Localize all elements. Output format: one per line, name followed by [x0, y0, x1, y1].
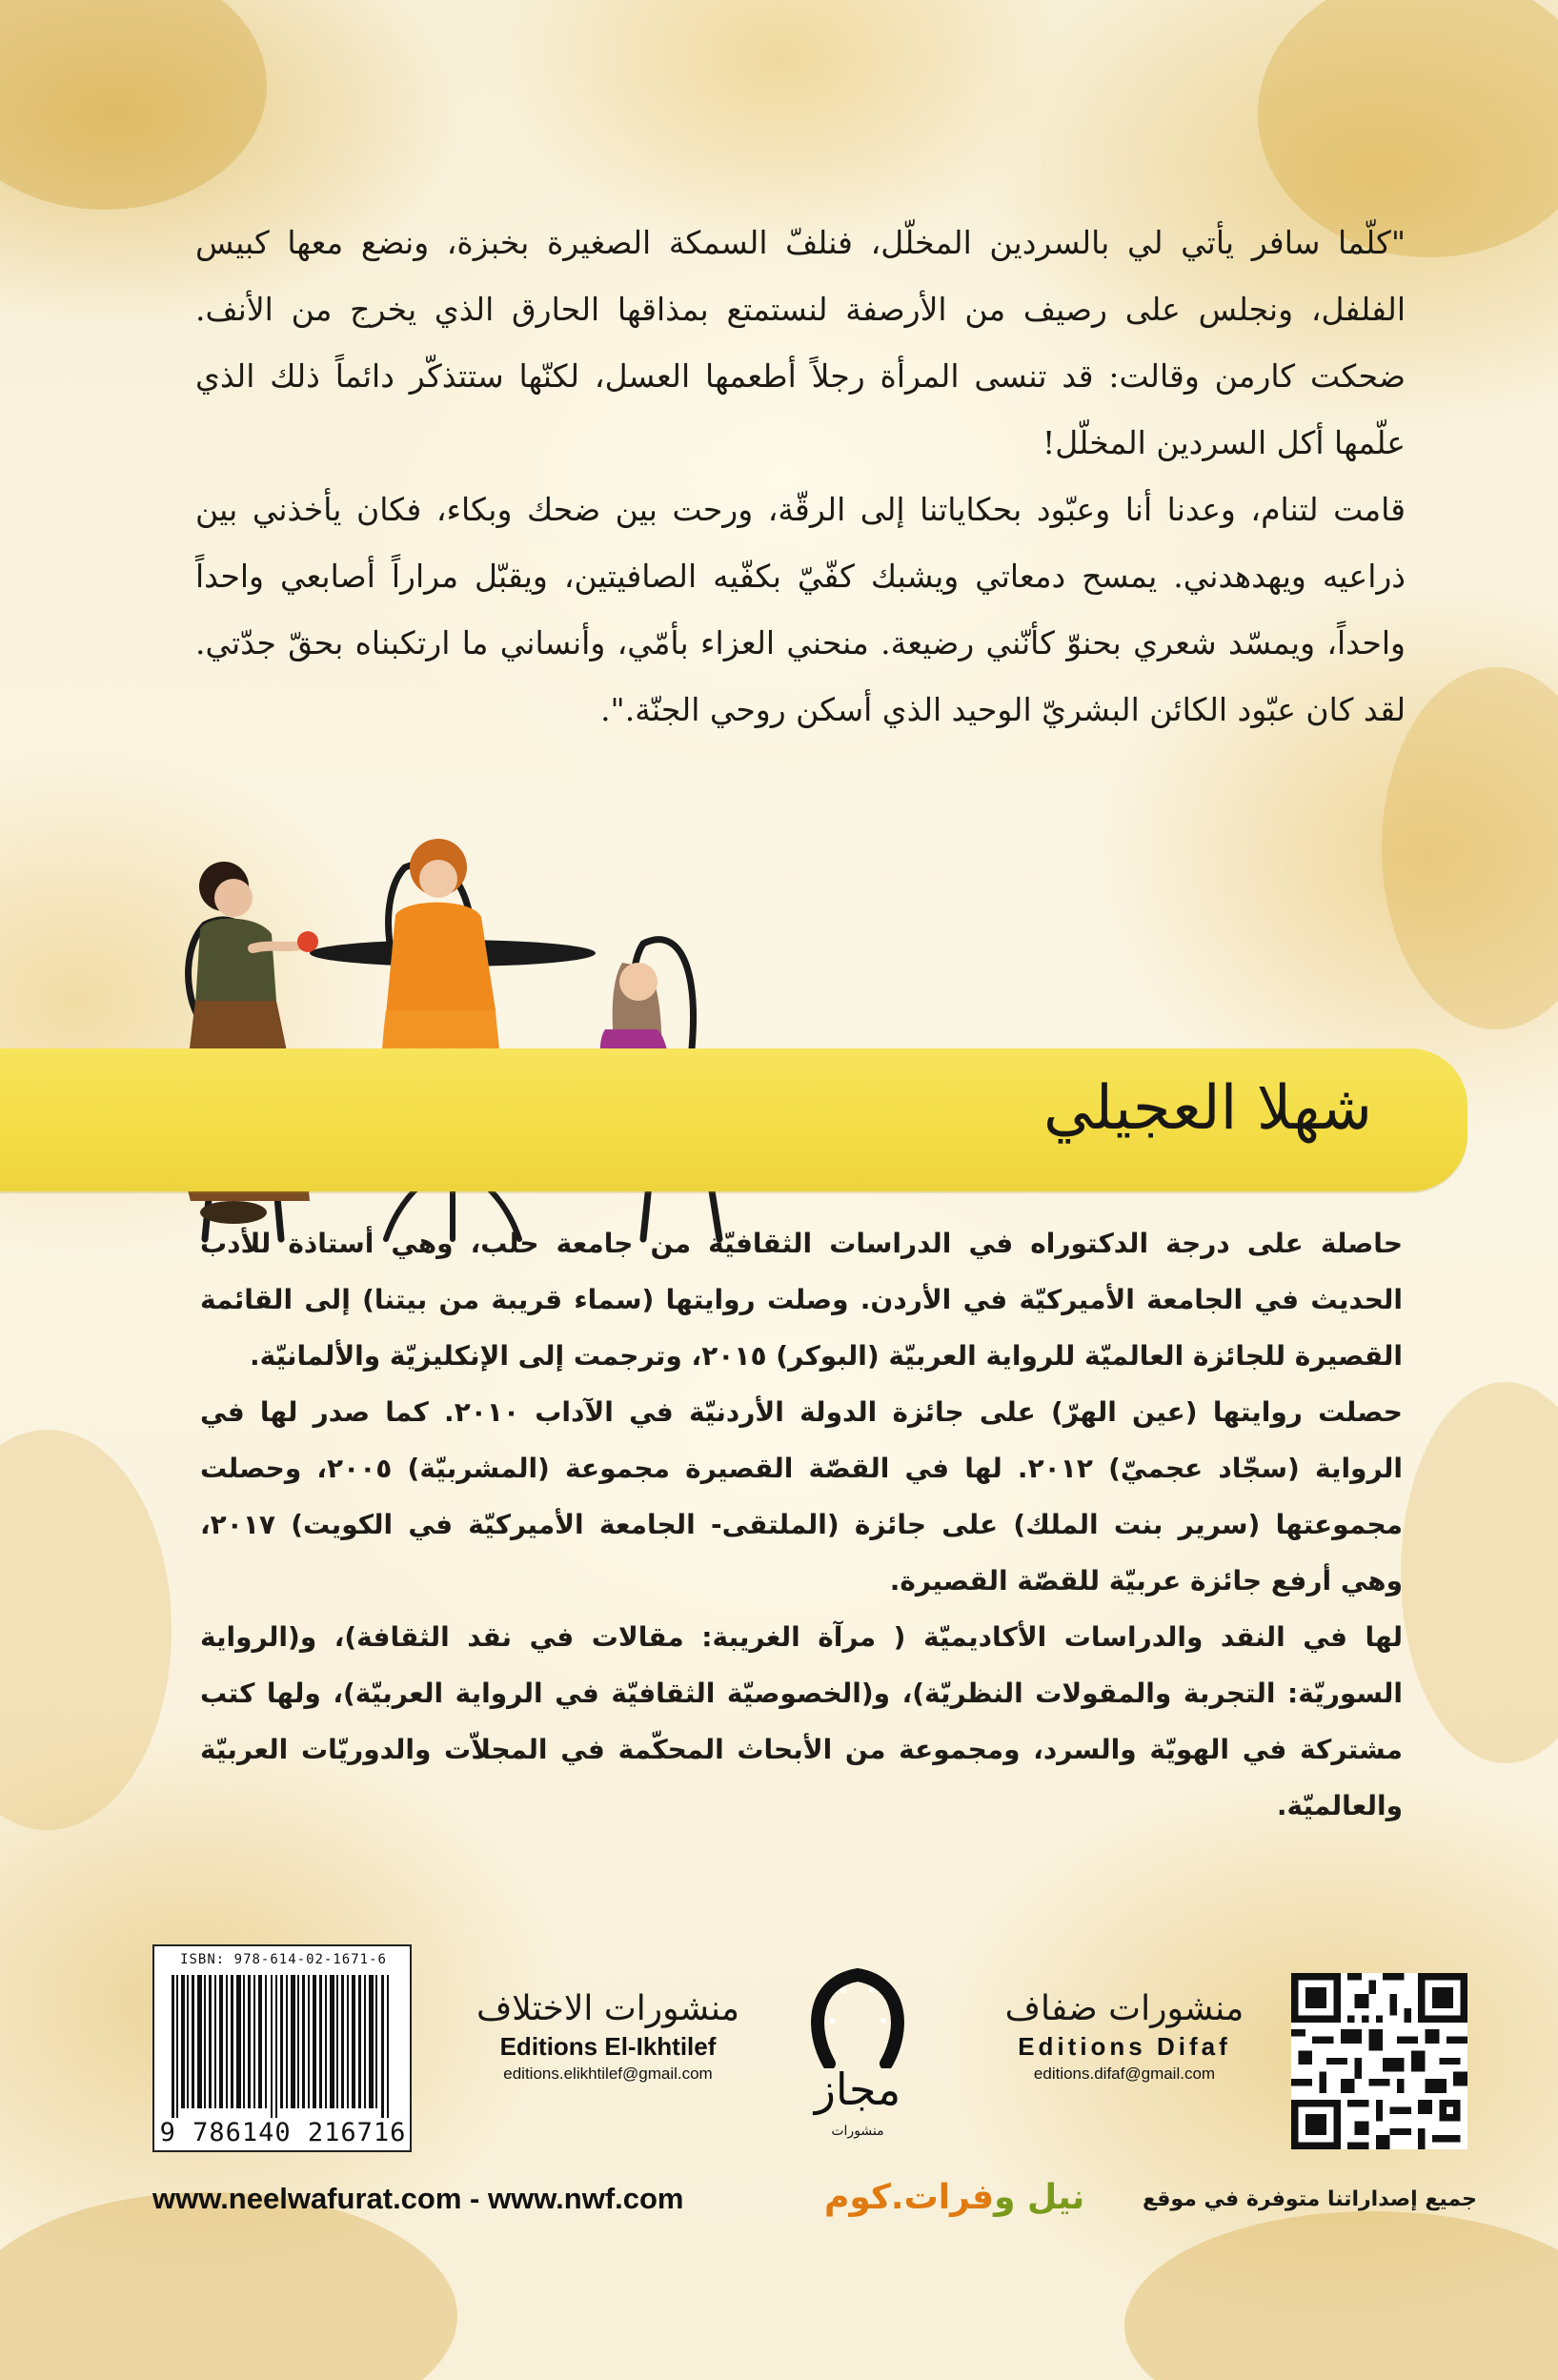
- brand-part-1: نيل و: [994, 2178, 1085, 2217]
- bio-paragraph: حاصلة على درجة الدكتوراه في الدراسات الثقافيّة من جامعة حلب، وهي أستاذة للأدب الحديث في الجامعة الأميركيّة في الأردن. وصلت روايتها (سماء قريبة من بيتنا) إلى القائمة القصيرة للجائزة العالميّة للرواية العربيّة (البوكر) ٢٠١٥، وترجمت إلى الإنكليزيّة والألمانيّة.: [200, 1228, 1403, 1372]
- ikhtilef-email: editions.elikhtilef@gmail.com: [503, 2065, 713, 2083]
- decor-blot: [1124, 2211, 1558, 2380]
- decor-blot: [1401, 1382, 1558, 1763]
- bio-paragraph: لها في النقد والدراسات الأكاديميّة ( مرآة الغريبة: مقالات في نقد الثقافة)، و(الرواية السوريّة: التجربة والمقولات النظريّة)، و(الخصوصيّة الثقافيّة في الرواية العربيّة)، ولها كتب مشتركة في الهويّة والسرد، ومجموعة من الأبحاث المحكّمة في المجلاّت والدوريّات العربيّة والعالميّة.: [200, 1621, 1403, 1821]
- decor-blot: [0, 0, 267, 210]
- isbn-barcode: [152, 1944, 412, 2152]
- bio-paragraph: حصلت روايتها (عين الهرّ) على جائزة الدولة الأردنيّة في الآداب ٢٠١٠. كما صدر لها في الرواية (سجّاد عجميّ) ٢٠١٢. لها في القصّة القصيرة مجموعة (المشربيّة) ٢٠٠٥، وحصلت مجموعتها (سرير بنت الملك) على جائزة (الملتقى- الجامعة الأميركيّة في الكويت) ٢٠١٧، وهي أرفع جائزة عربيّة للقصّة القصيرة.: [200, 1396, 1403, 1597]
- quote-paragraph: "كلّما سافر يأتي لي بالسردين المخلّل، فنلفّ السمكة الصغيرة بخبزة، ونضع معها كبيس الفلفل، ونجلس على رصيف من الأرصفة لنستمتع بمذاقها الحارق الذي يخرج من الأنف. ضحكت كارمن وقالت: قد تنسى المرأة رجلاً أطعمها العسل، لكنّها ستتذكّر دائماً ذلك الذي علّمها أكل السردين المخلّل!: [195, 224, 1406, 461]
- neelwafurat-logo: [824, 2178, 1084, 2217]
- availability-text: جميع إصداراتنا متوفرة في موقع: [1143, 2187, 1477, 2211]
- author-bio: [200, 1215, 1403, 1834]
- author-name: شهلا العجيلي: [1043, 1073, 1372, 1144]
- ikhtilef-latin-name: Editions El-Ikhtilef: [499, 2032, 717, 2061]
- excerpt-quote: [195, 210, 1406, 743]
- footer-availability: [152, 2178, 1477, 2226]
- ean-digits: 9 786140 216716: [159, 2118, 407, 2147]
- brand-part-2: فرات.كوم: [824, 2178, 995, 2217]
- qr-code-icon: [1291, 1973, 1467, 2149]
- decor-blot: [0, 1430, 172, 1830]
- difaf-email: editions.difaf@gmail.com: [1033, 2065, 1216, 2083]
- isbn-label: ISBN: 978-614-02-1671-6: [180, 1952, 387, 1967]
- decor-blot: [1382, 667, 1558, 1029]
- quote-paragraph: قامت لتنام، وعدنا أنا وعبّود بحكاياتنا إلى الرقّة، ورحت بين ضحك وبكاء، فكان يأخذني بين ذراعيه ويهدهدني. يمسح دمعاتي ويشبك كفّيّ بكفّيه الصافيتين، ويقبّل مراراً أصابعي واحداً واحداً، ويمسّد شعري بحنوّ كأنّني رضيعة. منحني العزاء بأمّي، وأنساني ما ارتكبناه بحقّ جدّتي. لقد كان عبّود الكائن البشريّ الوحيد الذي أسكن روحي الجنّة.".: [195, 491, 1406, 728]
- ikhtilef-arabic-name: منشورات الاختلاف: [475, 1989, 740, 2028]
- publisher-majaz-logo: [800, 1963, 915, 2154]
- footer-urls: www.neelwafurat.com - www.nwf.com: [152, 2182, 684, 2215]
- majaz-subtitle: منشورات: [831, 2124, 884, 2139]
- difaf-latin-name: Editions Difaf: [1018, 2032, 1231, 2061]
- author-name-band: [0, 1048, 1467, 1191]
- publisher-difaf: [972, 1987, 1277, 2086]
- difaf-arabic-name: منشورات ضفاف: [1004, 1989, 1244, 2028]
- horseshoe-icon: [800, 1963, 915, 2068]
- publisher-ikhtilef: [465, 1987, 751, 2086]
- majaz-name: مجاز: [814, 2064, 901, 2115]
- barcode-bars: [172, 1975, 396, 2118]
